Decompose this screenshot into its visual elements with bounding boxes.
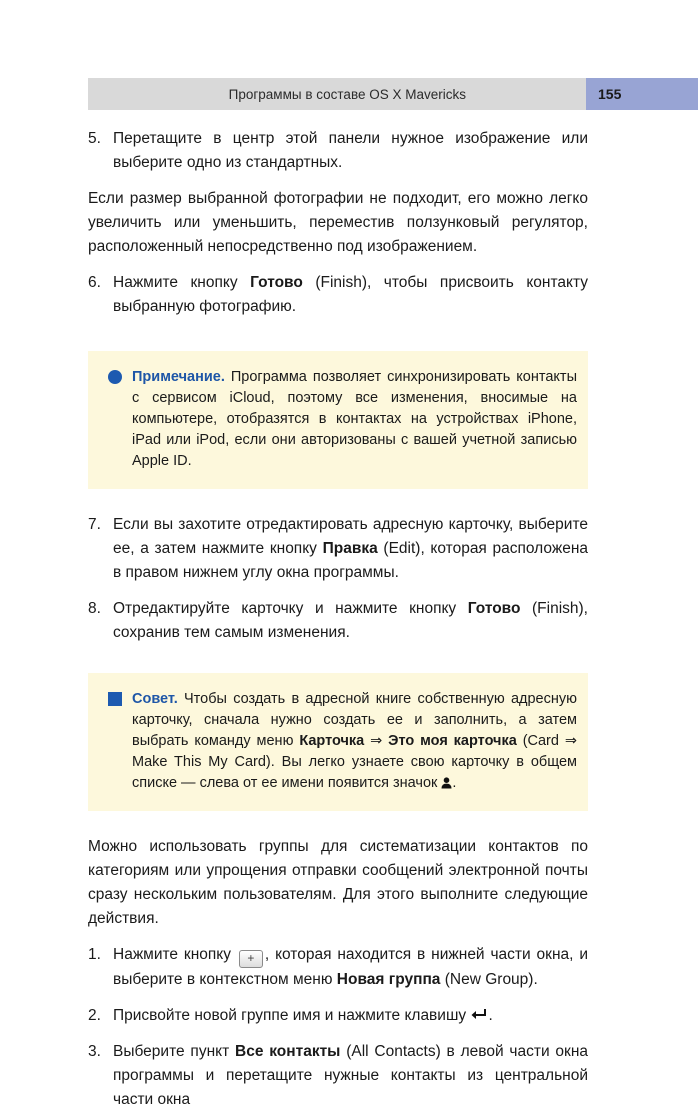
step-number: 3. (88, 1043, 101, 1060)
note-bullet-icon (108, 370, 122, 384)
person-icon (441, 777, 452, 789)
tip-square-icon (108, 692, 122, 706)
step-text: Перетащите в центр этой панели нужное изображение или выберите одно из стандартных. (113, 130, 588, 171)
menu-term-this-is-my-card: Это моя карточка (388, 733, 517, 749)
step-text: Присвойте новой группе имя и нажмите клавишу (113, 1007, 471, 1024)
step-text: (Edit), которая расположена в правом нижнем углу окна программы. (113, 540, 588, 581)
step-text: (All Contacts) в левой части окна программы и перетащите нужные контакты из центральной части окна (113, 1043, 588, 1108)
step-number: 8. (88, 600, 101, 617)
ui-term-new-group: Новая группа (336, 971, 441, 988)
ui-term-all-contacts: Все контакты (235, 1043, 341, 1060)
step-text: (New Group). (440, 971, 538, 988)
step-text: Нажмите кнопку (113, 946, 237, 963)
tip-callout (88, 673, 588, 811)
step-number: 7. (88, 516, 101, 533)
header-bar (88, 78, 586, 110)
step-6 (88, 271, 588, 319)
note-label: Примечание. (132, 369, 225, 385)
page-content (88, 127, 588, 1112)
step-text: , которая находится в нижней части окна, и выберите в контекстном меню (113, 946, 588, 988)
note-callout (88, 351, 588, 489)
step-number: 6. (88, 274, 101, 291)
step-text: Отредактируйте карточку и нажмите кнопку (113, 600, 468, 617)
ui-term-done: Готово (467, 600, 521, 617)
ui-term-edit: Правка (322, 540, 378, 557)
running-title: Программы в составе OS X Mavericks (228, 87, 466, 102)
return-key-icon (470, 1008, 488, 1022)
menu-arrow: ⇒ (364, 733, 389, 749)
step-number: 2. (88, 1007, 101, 1024)
step-text: Если вы захотите отредактировать адресную карточку, выберите ее, а затем нажмите кнопку (113, 516, 588, 557)
tip-text: Make This My Card). Вы легко узнаете свою карточку в общем списке — слева от ее имени появится значок (132, 754, 577, 791)
page-number: 155 (598, 86, 622, 102)
step-number: 1. (88, 946, 101, 963)
paragraph-groups: Можно использовать группы для систематизации контактов по категориям или упрощения отправки сообщений электронной почты сразу нескольким пользователям. Для этого выполните следующие действия. (88, 838, 588, 927)
step-5 (88, 127, 588, 175)
step-text: . (488, 1007, 493, 1024)
tip-text: . (452, 775, 457, 791)
add-button-icon: + (239, 950, 263, 968)
paragraph-slider: Если размер выбранной фотографии не подходит, его можно легко увеличить или уменьшить, переместив ползунковый регулятор, расположенный непосредственно под изображением. (88, 190, 588, 255)
group-step-3 (88, 1040, 588, 1112)
page-number-tab (586, 78, 698, 110)
menu-arrow: ⇒ (564, 733, 577, 749)
step-7 (88, 513, 588, 585)
step-number: 5. (88, 130, 101, 147)
step-text: Выберите пункт (113, 1043, 235, 1060)
step-text: (Finish), чтобы присвоить контакту выбранную фотографию. (113, 274, 589, 315)
step-text: Нажмите кнопку (113, 274, 251, 291)
page-header (88, 78, 698, 110)
tip-text: Чтобы создать в адресной книге собственную адресную карточку, сначала нужно создать ее и заполнить, а затем выбрать команду меню (132, 691, 577, 749)
group-step-2 (88, 1004, 588, 1028)
note-text: Программа позволяет синхронизировать контакты с сервисом iCloud, поэтому все изменения, вносимые на компьютере, отобразятся в контактах на устройствах iPhone, iPad или iPod, если они авторизованы с вашей учетной записью Apple ID. (132, 369, 577, 469)
step-text: (Finish), сохранив тем самым изменения. (113, 600, 588, 641)
menu-term-card: Карточка (299, 733, 365, 749)
step-8 (88, 597, 588, 645)
group-step-1 (88, 943, 588, 992)
ui-term-done: Готово (250, 274, 303, 291)
tip-text: (Card (516, 733, 565, 749)
tip-label: Совет. (132, 691, 178, 707)
